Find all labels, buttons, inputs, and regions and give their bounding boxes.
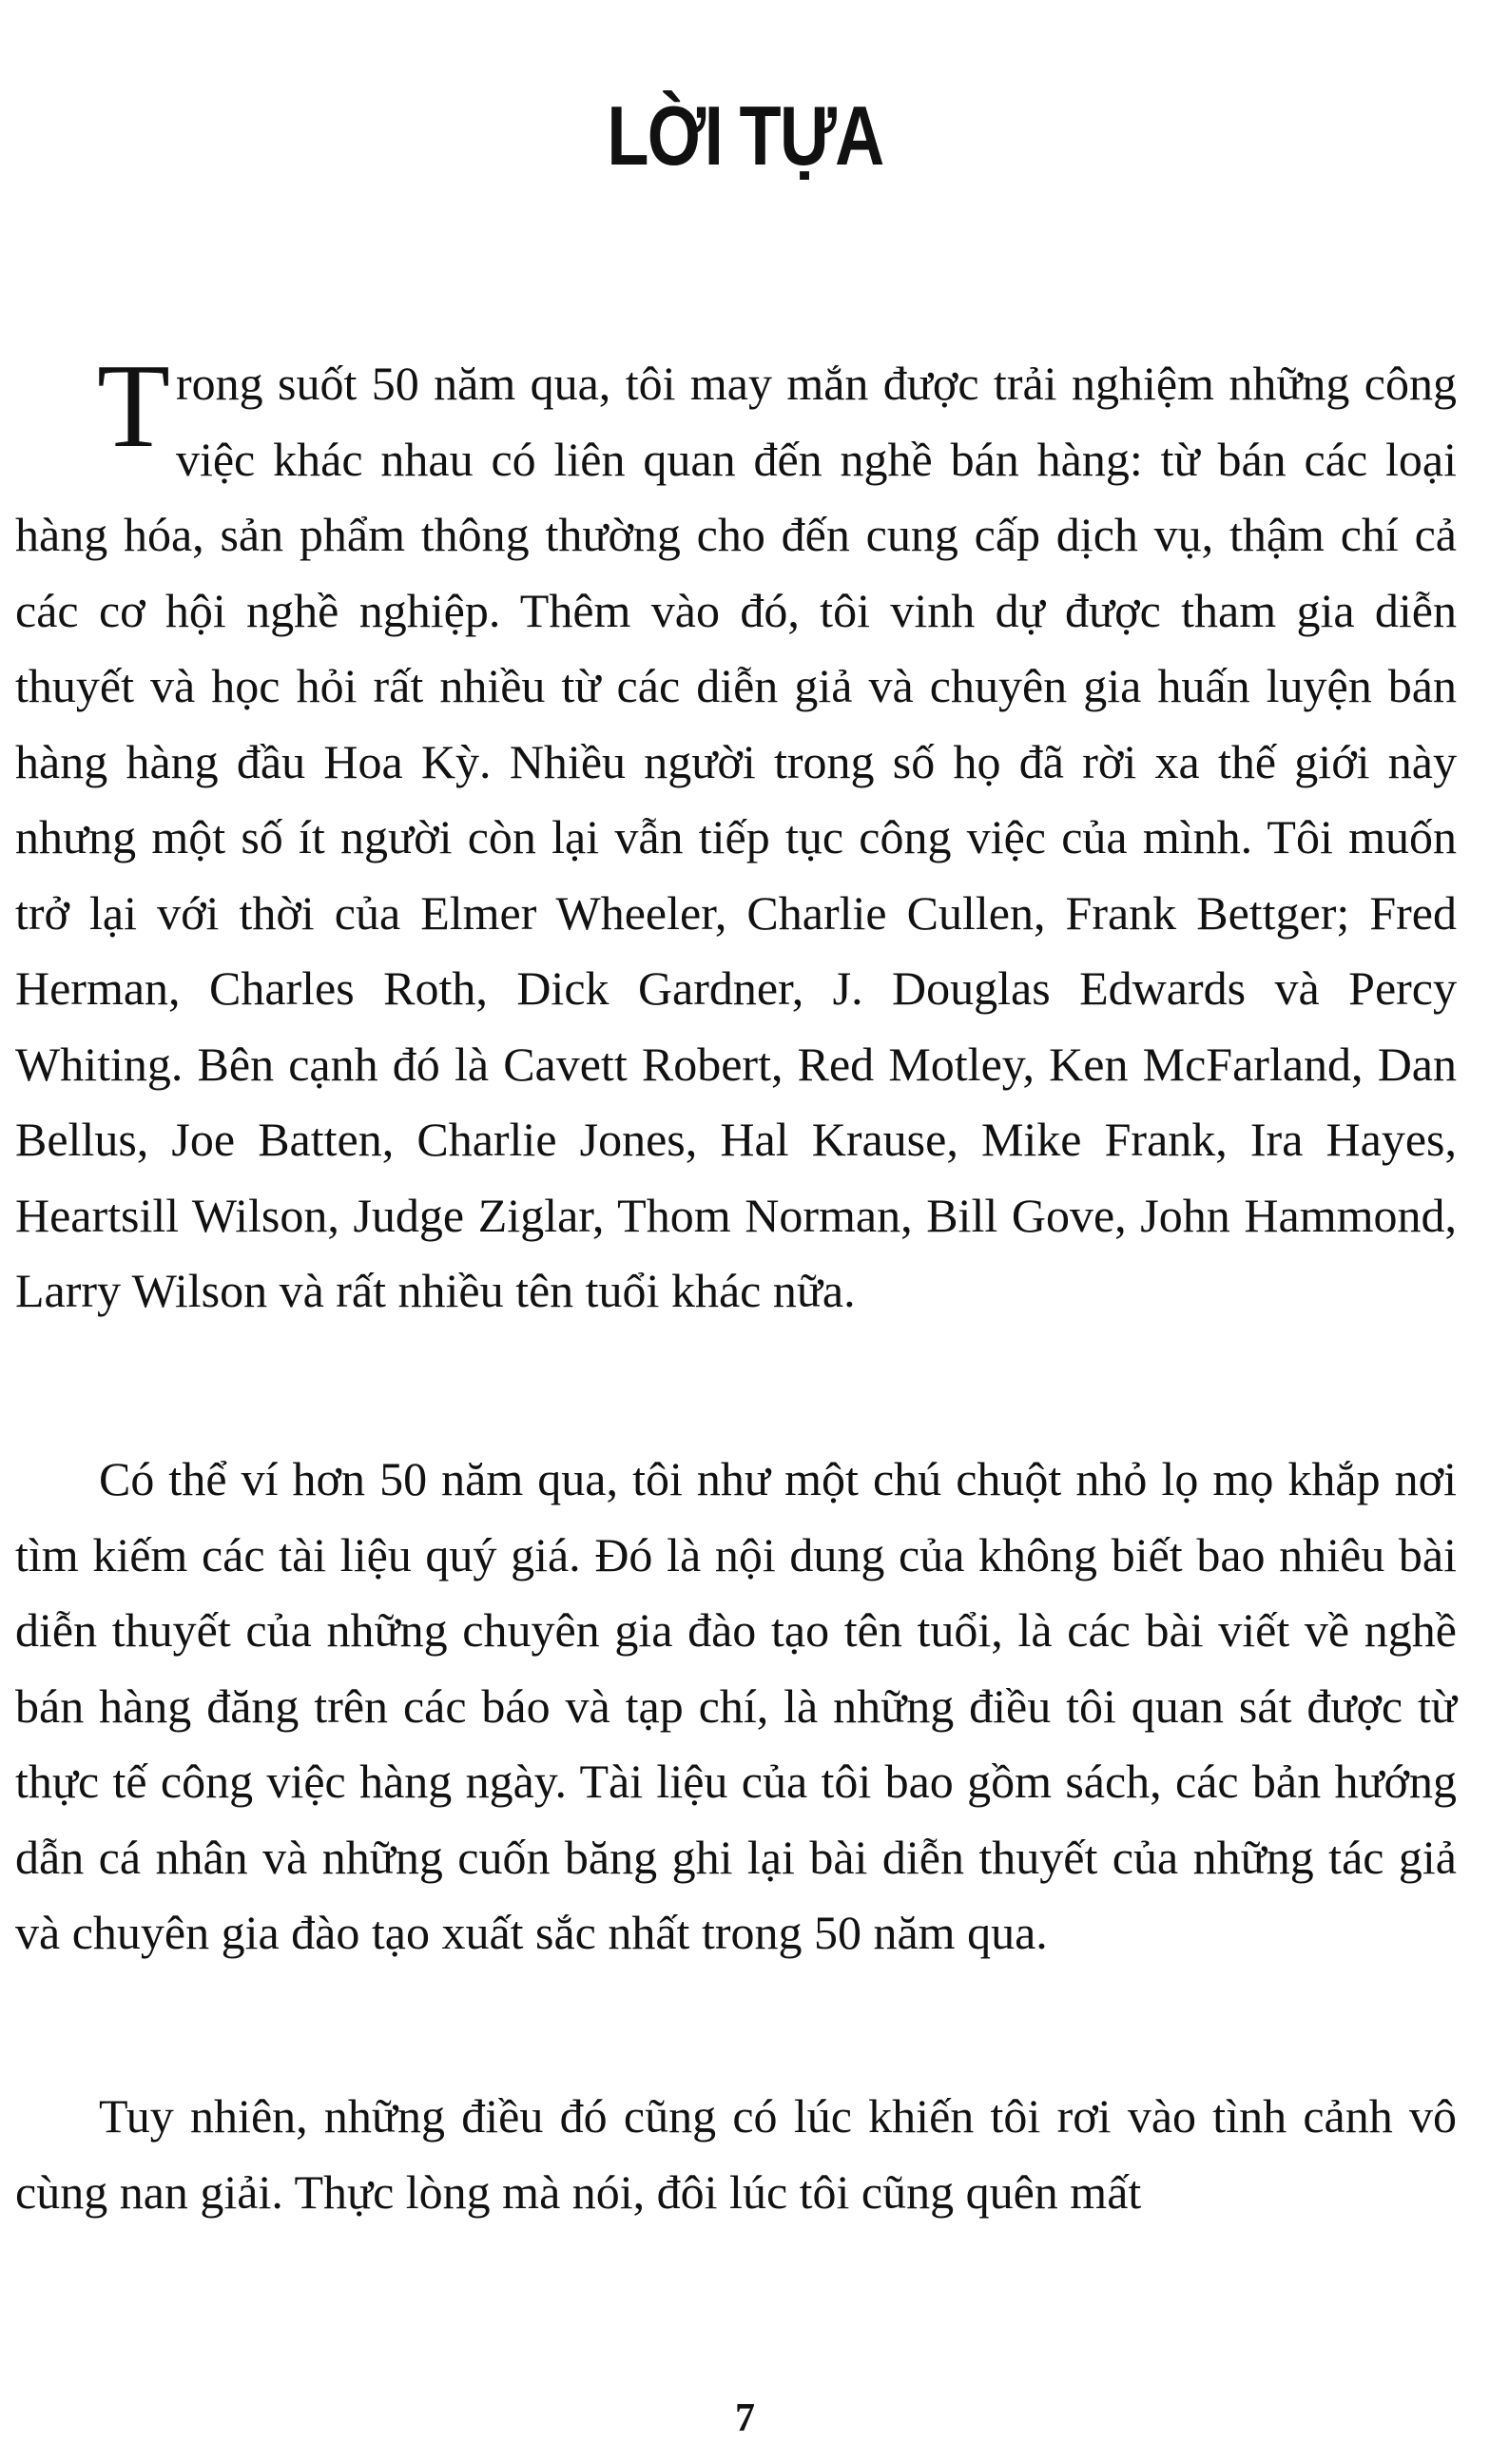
paragraph-1-text <box>15 340 1457 1329</box>
page-title: LỜI TỰA <box>607 87 883 183</box>
page-number: 7 <box>735 2396 755 2440</box>
paragraph-3-text: Tuy nhiên, những điều đó cũng có lúc khiến tôi rơi vào tình cảnh vô cùng nan giải. Thực lòng mà nói, đôi lúc tôi cũng quên mất <box>15 2089 1457 2219</box>
paragraph-2-text: Có thể ví hơn 50 năm qua, tôi như một chú chuột nhỏ lọ mọ khắp nơi tìm kiếm các tài liệu quý giá. Đó là nội dung của không biết bao nhiêu bài diễn thuyết của những chuyên gia đào tạo tên tuổi, là các bài viết về nghề bán hàng đăng trên các báo và tạp chí, là những điều tôi quan sát được từ thực tế công việc hàng ngày. Tài liệu của tôi bao gồm sách, các bản hướng dẫn cá nhân và những cuốn băng ghi lại bài diễn thuyết của những tác giả và chuyên gia đào tạo xuất sắc nhất trong 50 năm qua. <box>15 1452 1457 1959</box>
paragraph-1 <box>15 340 1457 1329</box>
paragraph-1-body: rong suốt 50 năm qua, tôi may mắn được trải nghiệm những công việc khác nhau có liên quan đến nghề bán hàng: từ bán các loại hàng hóa, sản phẩm thông thường cho đến cung cấp dịch vụ, thậm chí cả các cơ hội nghề nghiệp. Thêm vào đó, tôi vinh dự được tham gia diễn thuyết và học hỏi rất nhiều từ các diễn giả và chuyên gia huấn luyện bán hàng hàng đầu Hoa Kỳ. Nhiều người trong số họ đã rời xa thế giới này nhưng một số ít người còn lại vẫn tiếp tục công việc của mình. Tôi muốn trở lại với thời của Elmer Wheeler, Charlie Cullen, Frank Bettger; Fred Herman, Charles Roth, Dick Gardner, J. Douglas Edwards và Percy Whiting. Bên cạnh đó là Cavett Robert, Red Motley, Ken McFarland, Dan Bellus, Joe Batten, Charlie Jones, Hal Krause, Mike Frank, Ira Hayes, Heartsill Wilson, Judge Ziglar, Thom Norman, Bill Gove, John Hammond, Larry Wilson và rất nhiều tên tuổi khác nữa. <box>15 357 1457 1317</box>
paragraph-3 <box>15 2079 1457 2230</box>
paragraph-2 <box>15 1442 1457 1971</box>
drop-cap: T <box>97 340 170 473</box>
